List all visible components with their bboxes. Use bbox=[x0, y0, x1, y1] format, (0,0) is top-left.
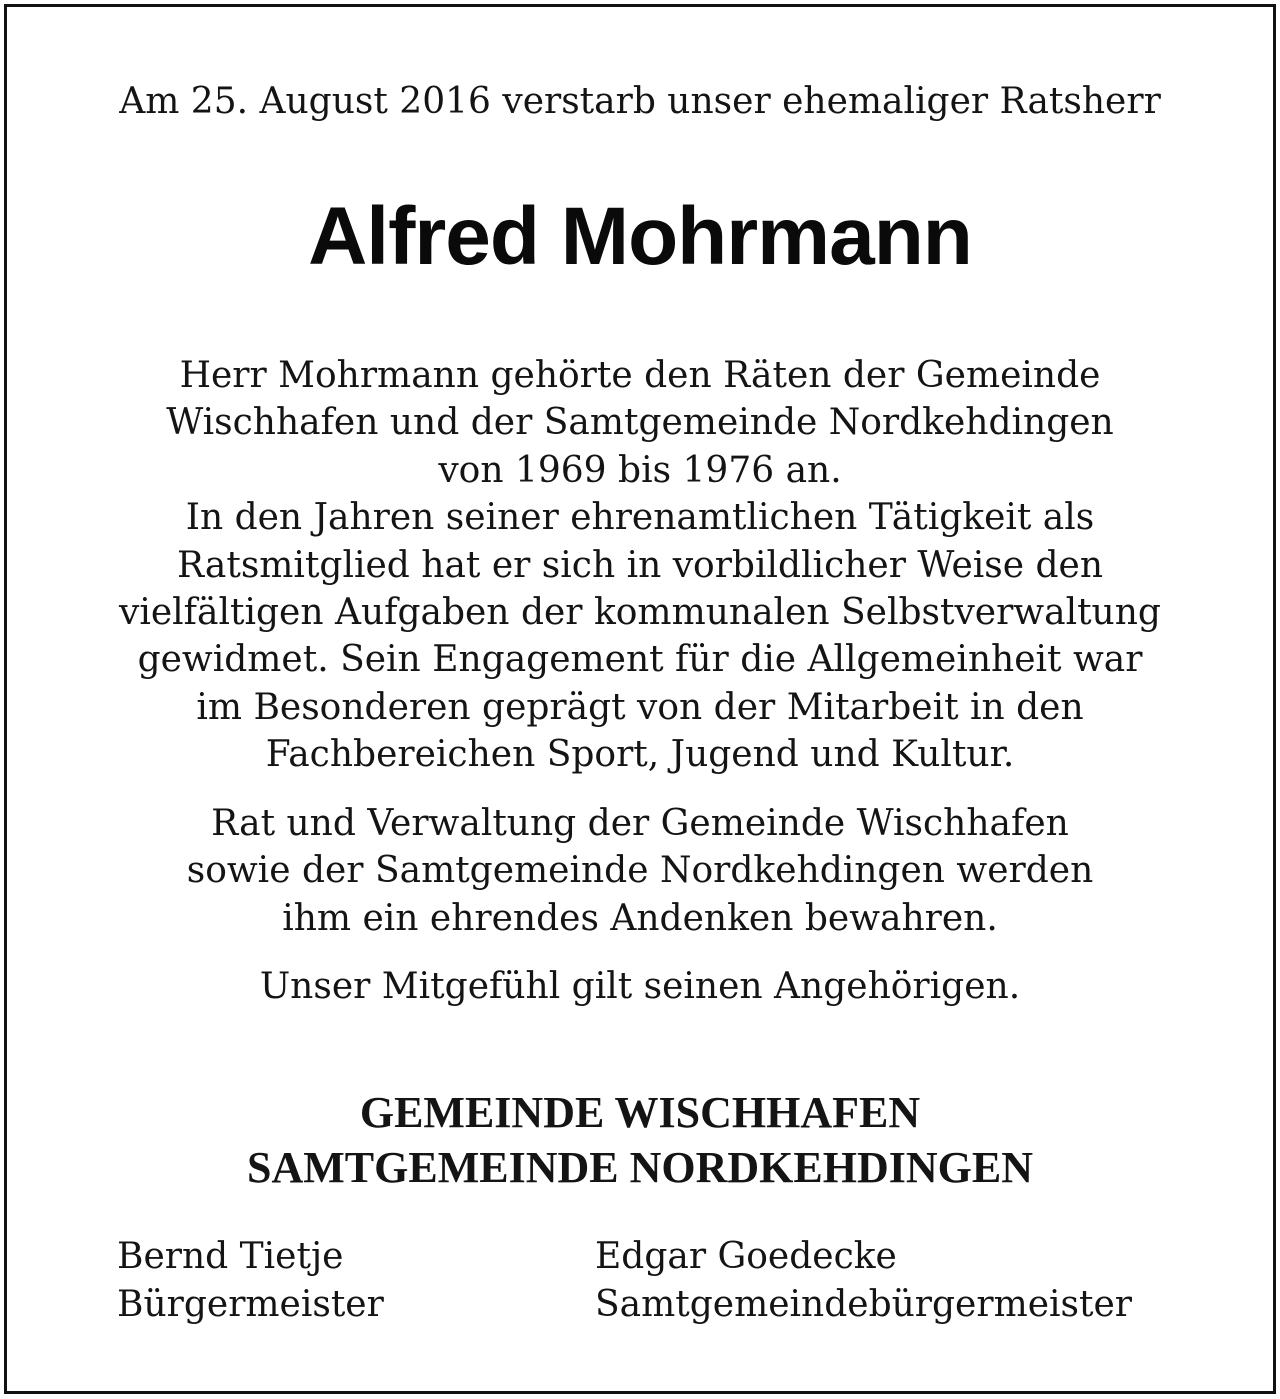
tribute-line: vielfältigen Aufgaben der kommunalen Selbstverwaltung bbox=[119, 592, 1161, 634]
remembrance-paragraph bbox=[7, 800, 1273, 942]
signatory-joint-mayor bbox=[595, 1233, 1132, 1329]
condolence-line: Unser Mitgefühl gilt seinen Angehörigen. bbox=[259, 966, 1021, 1007]
tribute-line: In den Jahren seiner ehrenamtlichen Tätigkeit als bbox=[185, 497, 1095, 539]
signatory-name: Edgar Goedecke bbox=[595, 1236, 897, 1277]
tribute-line: Herr Mohrmann gehörte den Räten der Gemeinde bbox=[179, 355, 1101, 396]
organization-name: SAMTGEMEINDE NORDKEHDINGEN bbox=[247, 1143, 1033, 1192]
tribute-line: von 1969 bis 1976 an. bbox=[438, 449, 842, 491]
intro-line: Am 25. August 2016 verstarb unser ehemaliger Ratsherr bbox=[119, 81, 1161, 122]
tribute-paragraph bbox=[7, 352, 1273, 779]
signatory-mayor bbox=[117, 1233, 384, 1329]
tribute-line: im Besonderen geprägt von der Mitarbeit in den bbox=[196, 686, 1084, 728]
tribute-line: Ratsmitglied hat er sich in vorbildlicher Weise den bbox=[176, 544, 1104, 586]
remembrance-line: sowie der Samtgemeinde Nordkehdingen werden bbox=[186, 850, 1094, 892]
organizations-block bbox=[7, 1085, 1273, 1195]
signatory-title: Samtgemeindebürgermeister bbox=[595, 1284, 1132, 1325]
signatory-title: Bürgermeister bbox=[117, 1284, 384, 1325]
tribute-line: gewidmet. Sein Engagement für die Allgemeinheit war bbox=[137, 639, 1143, 681]
remembrance-line: ihm ein ehrendes Andenken bewahren. bbox=[282, 897, 998, 939]
organization-name: GEMEINDE WISCHHAFEN bbox=[359, 1088, 921, 1137]
obituary-notice bbox=[4, 4, 1276, 1394]
tribute-line: Fachbereichen Sport, Jugend und Kultur. bbox=[265, 734, 1015, 776]
deceased-name: Alfred Mohrmann bbox=[308, 191, 972, 282]
condolence-paragraph bbox=[7, 963, 1273, 1010]
remembrance-line: Rat und Verwaltung der Gemeinde Wischhafen bbox=[211, 803, 1069, 844]
tribute-line: Wischhafen und der Samtgemeinde Nordkehdingen bbox=[166, 402, 1114, 444]
signatory-name: Bernd Tietje bbox=[117, 1236, 344, 1277]
